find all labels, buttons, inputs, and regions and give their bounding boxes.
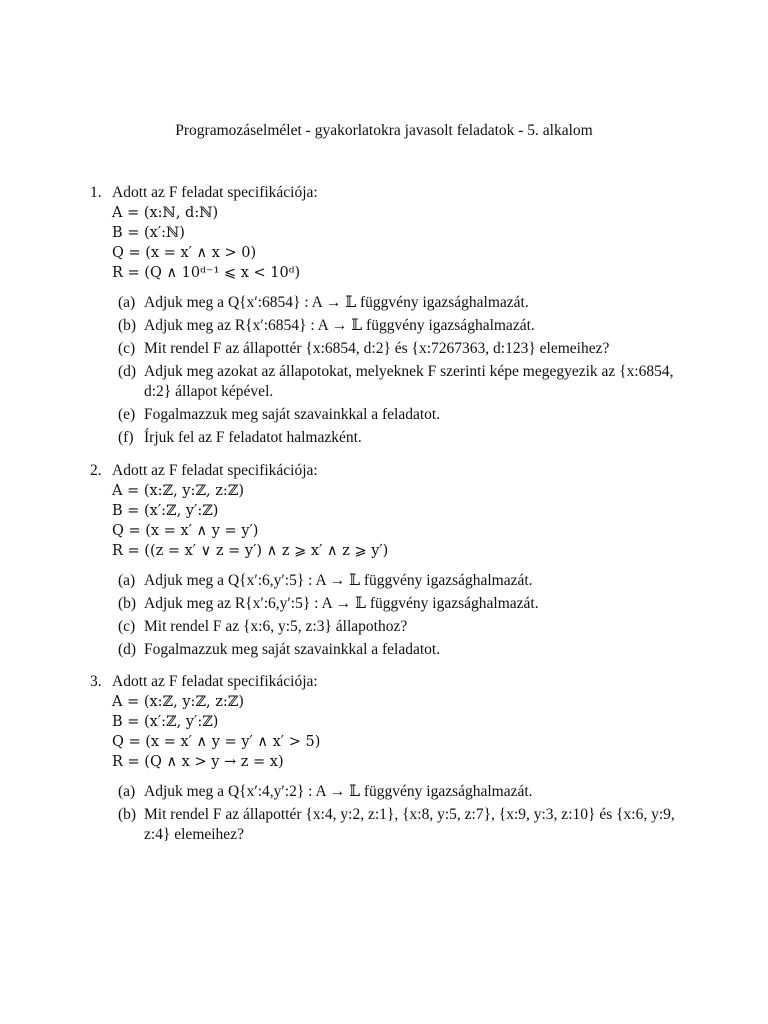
subtask-label: (b) xyxy=(118,806,137,823)
subtask xyxy=(90,617,690,637)
subtask-label: (d) xyxy=(118,363,137,380)
spec-line: A = (x:ℕ, d:ℕ) xyxy=(112,205,219,221)
subtask-label: (b) xyxy=(118,317,137,334)
subtask-text: Adjuk meg az R{x′:6,y′:5} : A → 𝕃 függvény igazsághalmazát. xyxy=(144,595,539,612)
spec-line: Q = (x = x′ ∧ y = y′) xyxy=(112,523,259,539)
subtask xyxy=(90,339,690,359)
specification xyxy=(112,481,690,561)
problem-number: 3. xyxy=(90,673,102,690)
subtask-text: Adjuk meg a Q{x′:4,y′:2} : A → 𝕃 függvény igazsághalmazát. xyxy=(144,783,533,800)
subtask-label: (b) xyxy=(118,595,137,612)
subtask-text: Fogalmazzuk meg saját szavainkkal a feladatot. xyxy=(144,641,441,658)
problem-1 xyxy=(90,183,690,451)
spec-line: B = (x′:ℤ, y′:ℤ) xyxy=(112,714,219,730)
spec-line: R = (Q ∧ x > y → z = x) xyxy=(112,754,284,770)
subtask-text: Mit rendel F az {x:6, y:5, z:3} állapothoz? xyxy=(144,618,408,635)
spec-line: A = (x:ℤ, y:ℤ, z:ℤ) xyxy=(112,694,245,710)
problem-intro: Adott az F feladat specifikációja: xyxy=(112,462,318,479)
subtask-text: Mit rendel F az állapottér {x:4, y:2, z:1}, {x:8, y:5, z:7}, {x:9, y:3, z:10} és {x:6, y:9, z:4} elemeihez? xyxy=(144,806,675,843)
subtask-text: Adjuk meg a Q{x′:6854} : A → 𝕃 függvény igazsághalmazát. xyxy=(144,294,529,311)
spec-line: Q = (x = x′ ∧ x > 0) xyxy=(112,245,257,261)
subtask-label: (a) xyxy=(118,294,136,311)
subtask-text: Adjuk meg a Q{x′:6,y′:5} : A → 𝕃 függvény igazsághalmazát. xyxy=(144,572,533,589)
page-title: Programozáselmélet - gyakorlatokra javasolt feladatok - 5. alkalom xyxy=(175,122,593,139)
subtask-list xyxy=(90,571,690,660)
subtask-list xyxy=(90,293,690,448)
subtask-text: Adjuk meg azokat az állapotokat, melyeknek F szerinti képe megegyezik az {x:6854, d:2} állapot képével. xyxy=(144,363,674,400)
subtask-text: Írjuk fel az F feladatot halmazként. xyxy=(144,429,362,446)
problem-intro: Adott az F feladat specifikációja: xyxy=(112,184,318,201)
subtask xyxy=(90,640,690,660)
spec-line: R = ((z = x′ ∨ z = y′) ∧ z ⩾ x′ ∧ z ⩾ y′) xyxy=(112,543,389,559)
subtask-text: Mit rendel F az állapottér {x:6854, d:2} és {x:7267363, d:123} elemeihez? xyxy=(144,340,610,357)
subtask-label: (a) xyxy=(118,572,136,589)
subtask xyxy=(90,594,690,614)
subtask xyxy=(90,316,690,336)
spec-line: B = (x′:ℕ) xyxy=(112,225,185,241)
problem-3 xyxy=(90,672,690,848)
subtask-text: Fogalmazzuk meg saját szavainkkal a feladatot. xyxy=(144,406,441,423)
subtask xyxy=(90,405,690,425)
subtask-label: (d) xyxy=(118,641,137,658)
subtask-text: Adjuk meg az R{x′:6854} : A → 𝕃 függvény igazsághalmazát. xyxy=(144,317,535,334)
spec-line: R = (Q ∧ 10ᵈ⁻¹ ⩽ x < 10ᵈ) xyxy=(112,265,301,281)
problem-number: 1. xyxy=(90,184,102,201)
spec-line: B = (x′:ℤ, y′:ℤ) xyxy=(112,503,219,519)
problem-heading xyxy=(90,672,690,692)
subtask xyxy=(90,782,690,802)
subtask-label: (c) xyxy=(118,340,136,357)
subtask-label: (e) xyxy=(118,406,136,423)
spec-line: Q = (x = x′ ∧ y = y′ ∧ x′ > 5) xyxy=(112,734,321,750)
subtask xyxy=(90,293,690,313)
subtask xyxy=(90,428,690,448)
problem-heading xyxy=(90,183,690,203)
specification xyxy=(112,203,690,283)
problem-2 xyxy=(90,461,690,663)
subtask-label: (c) xyxy=(118,618,136,635)
subtask-label: (f) xyxy=(118,429,134,446)
subtask xyxy=(90,571,690,591)
problem-intro: Adott az F feladat specifikációja: xyxy=(112,673,318,690)
subtask xyxy=(90,362,690,402)
specification xyxy=(112,692,690,772)
spec-line: A = (x:ℤ, y:ℤ, z:ℤ) xyxy=(112,483,245,499)
subtask xyxy=(90,805,690,845)
problem-heading xyxy=(90,461,690,481)
subtask-list xyxy=(90,782,690,845)
subtask-label: (a) xyxy=(118,783,136,800)
problem-number: 2. xyxy=(90,462,102,479)
